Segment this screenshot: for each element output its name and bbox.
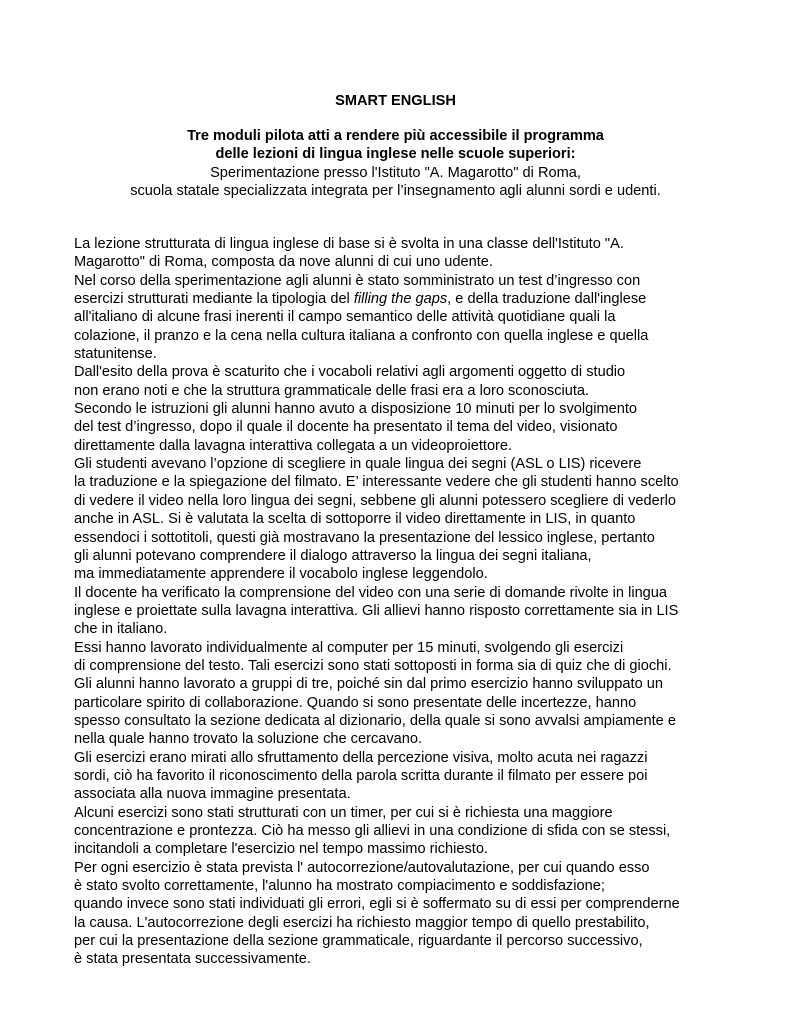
body-text-segment: nella quale hanno trovato la soluzione che cercavano.	[74, 731, 423, 748]
body-line	[74, 455, 754, 473]
body-line	[74, 859, 754, 877]
body-text-segment: direttamente dalla lavagna interattiva collegata a un videoproiettore.	[74, 437, 513, 454]
body-line	[74, 235, 754, 253]
body-line	[74, 418, 754, 436]
body-text-segment: anche in ASL. Si è valutata la scelta di sottoporre il video direttamente in LIS, in quanto	[74, 511, 636, 528]
body-text-segment: Il docente ha verificato la comprensione del video con una serie di domande rivolte in lingua	[74, 584, 668, 601]
body-line	[74, 822, 754, 840]
body-text-segment: quando invece sono stati individuati gli errori, egli si è soffermato su di essi per comprenderne	[74, 896, 680, 913]
body-text-segment: di comprensione del testo. Tali esercizi sono stati sottoposti in forma sia di quiz che di giochi.	[74, 657, 672, 674]
body-line	[74, 932, 754, 950]
document-subtitle	[40, 127, 751, 200]
body-line	[74, 639, 754, 657]
body-line	[74, 767, 754, 785]
body-line	[74, 272, 754, 290]
body-text-segment: la traduzione e la spiegazione del filmato. E’ interessante vedere che gli studenti hanno scelto	[74, 474, 679, 491]
body-text-segment: per cui la presentazione della sezione grammaticale, riguardante il percorso successivo,	[74, 933, 643, 950]
body-line	[74, 840, 754, 858]
body-text	[74, 235, 754, 969]
body-text-segment: essendoci i sottotitoli, questi già mostravano la presentazione del lessico inglese, pertanto	[74, 529, 655, 546]
body-text-segment: La lezione strutturata di lingua inglese di base si è svolta in una classe dell'Istituto "A.	[74, 236, 624, 252]
body-line	[74, 602, 754, 620]
body-line	[74, 950, 754, 968]
body-line	[74, 620, 754, 638]
subtitle-line: scuola statale specializzata integrata per l’insegnamento agli alunni sordi e udenti.	[130, 182, 661, 199]
body-text-segment: esercizi strutturati mediante la tipologia del	[74, 291, 354, 308]
body-line	[74, 253, 754, 271]
body-line	[74, 804, 754, 822]
body-line	[74, 290, 754, 308]
body-text-segment: concentrazione e prontezza. Ciò ha messo gli allievi in una condizione di sfida con se stessi,	[74, 823, 671, 839]
body-text-segment: Gli alunni hanno lavorato a gruppi di tre, poiché sin dal primo esercizio hanno sviluppato un	[74, 676, 663, 693]
body-text-segment: non erano noti e che la struttura grammaticale delle frasi era a loro sconosciuta.	[74, 382, 590, 399]
body-line	[74, 382, 754, 400]
document-title: SMART ENGLISH	[335, 93, 456, 109]
body-text-segment: Gli esercizi erano mirati allo sfruttamento della percezione visiva, molto acuta nei ragazzi	[74, 749, 648, 766]
body-line	[74, 730, 754, 748]
body-line	[74, 473, 754, 491]
body-line	[74, 363, 754, 381]
body-line	[74, 565, 754, 583]
body-line	[74, 657, 754, 675]
body-text-segment: Gli studenti avevano l’opzione di scegliere in quale lingua dei segni (ASL o LIS) ricevere	[74, 456, 642, 473]
body-line	[74, 694, 754, 712]
body-line	[74, 675, 754, 693]
body-text-segment: la causa. L'autocorrezione degli esercizi ha richiesto maggior tempo di quello prestabilito,	[74, 914, 650, 931]
body-text-segment: sordi, ciò ha favorito il riconoscimento della parola scritta durante il filmato per essere poi	[74, 767, 648, 784]
body-text-segment: ma immediatamente apprendere il vocabolo inglese leggendolo.	[74, 566, 488, 583]
body-text-segment: Dall'esito della prova è scaturito che i vocaboli relativi agli argomenti oggetto di studio	[74, 364, 626, 381]
body-line	[74, 785, 754, 803]
body-line	[74, 308, 754, 326]
subtitle-line: delle lezioni di lingua inglese nelle scuole superiori:	[215, 146, 576, 163]
body-line	[74, 877, 754, 895]
body-text-segment: è stato svolto correttamente, l'alunno ha mostrato compiacimento e soddisfazione;	[74, 878, 605, 895]
body-text-segment: associata alla nuova immagine presentata.	[74, 786, 351, 803]
body-line	[74, 492, 754, 510]
body-text-segment: Per ogni esercizio è stata prevista l' autocorrezione/autovalutazione, per cui quando esso	[74, 859, 650, 876]
subtitle-line: Tre moduli pilota atti a rendere più accessibile il programma	[187, 128, 604, 144]
body-line	[74, 437, 754, 455]
body-text-segment: Essi hanno lavorato individualmente al computer per 15 minuti, svolgendo gli esercizi	[74, 639, 624, 656]
body-text-segment: statunitense.	[74, 346, 157, 363]
body-text-segment: Nel corso della sperimentazione agli alunni è stato somministrato un test d’ingresso con	[74, 272, 641, 289]
italic-term: filling the gaps	[353, 291, 448, 308]
body-text-segment: che in italiano.	[74, 621, 168, 638]
body-text-segment: gli alunni potevano comprendere il dialogo attraverso la lingua dei segni italiana,	[74, 547, 592, 564]
body-text-segment: incitandoli a completare l'esercizio nel tempo massimo richiesto.	[74, 841, 489, 858]
body-text-segment: spesso consultato la sezione dedicata al dizionario, della quale si sono avvalsi ampiamente e	[74, 712, 676, 729]
body-line	[74, 510, 754, 528]
body-line	[74, 547, 754, 565]
body-text-segment: Secondo le istruzioni gli alunni hanno avuto a disposizione 10 minuti per lo svolgimento	[74, 401, 638, 418]
body-text-segment: di vedere il video nella loro lingua dei segni, sebbene gli alunni potessero scegliere di vederlo	[74, 492, 676, 509]
body-text-segment: particolare spirito di collaborazione. Quando si sono presentate delle incertezze, hanno	[74, 694, 637, 711]
body-text-segment: , e della traduzione dall'inglese	[447, 291, 647, 308]
body-line	[74, 914, 754, 932]
body-text-segment: del test d’ingresso, dopo il quale il docente ha presentato il tema del video, visionato	[74, 419, 618, 436]
body-line	[74, 895, 754, 913]
body-text-segment: è stata presentata successivamente.	[74, 951, 311, 968]
body-text-segment: colazione, il pranzo e la cena nella cultura italiana a confronto con quella inglese e quella	[74, 327, 649, 344]
body-line	[74, 327, 754, 345]
subtitle-line: Sperimentazione presso l'Istituto "A. Magarotto" di Roma,	[210, 164, 581, 181]
body-line	[74, 712, 754, 730]
body-line	[74, 749, 754, 767]
body-line	[74, 529, 754, 547]
body-text-segment: Alcuni esercizi sono stati strutturati con un timer, per cui si è richiesta una maggiore	[74, 804, 613, 821]
body-text-segment: inglese e proiettate sulla lavagna interattiva. Gli allievi hanno risposto correttamente sia in LIS	[74, 602, 679, 619]
body-text-segment: Magarotto" di Roma, composta da nove alunni di cui uno udente.	[74, 254, 493, 271]
body-text-segment: all'italiano di alcune frasi inerenti il campo semantico delle attività quotidiane quali la	[74, 309, 616, 326]
body-line	[74, 584, 754, 602]
body-line	[74, 400, 754, 418]
body-line	[74, 345, 754, 363]
